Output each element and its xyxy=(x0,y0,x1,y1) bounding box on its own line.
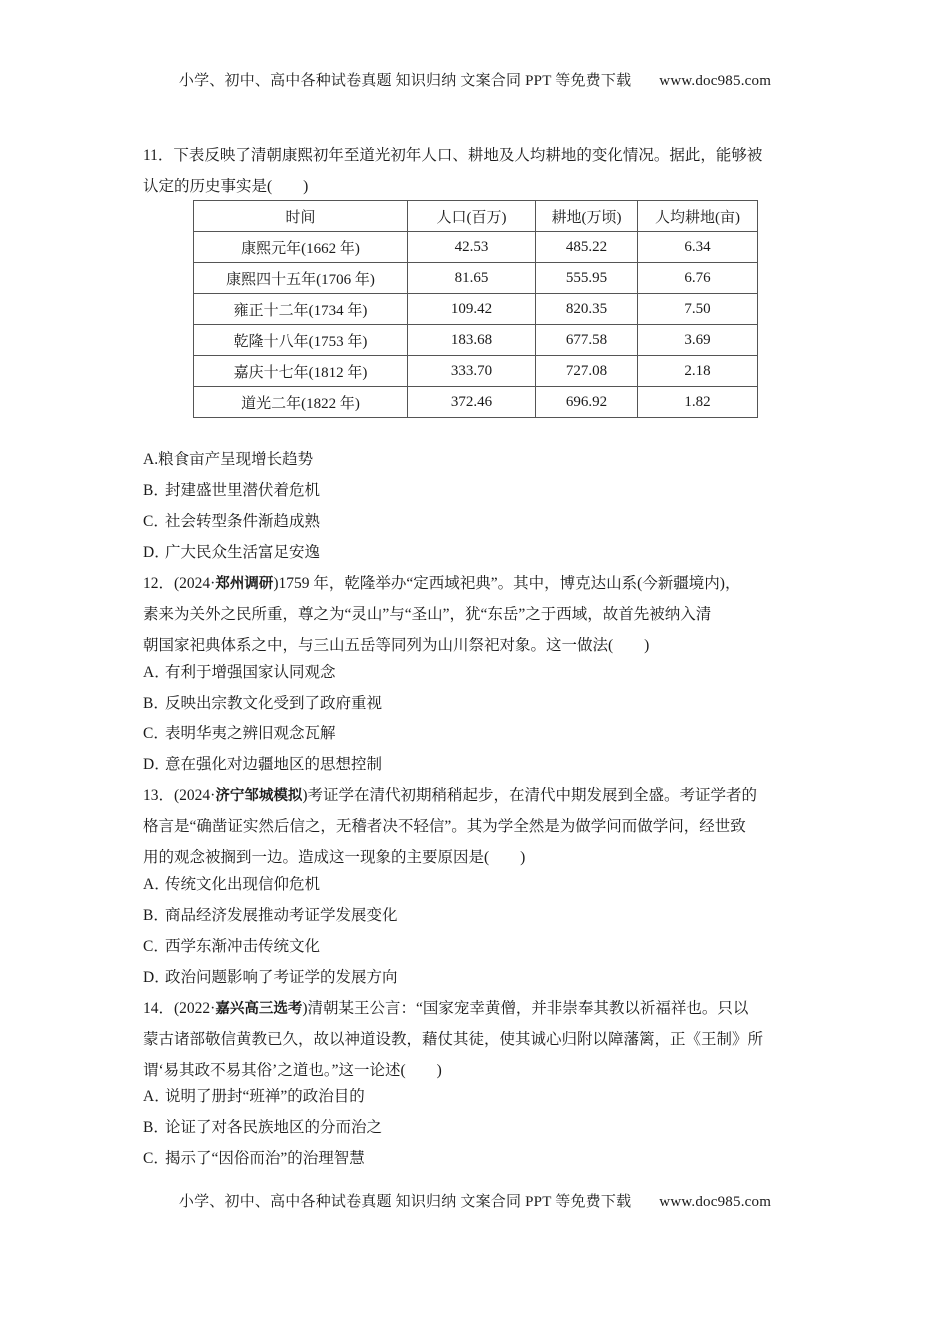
option-label: D． xyxy=(143,756,170,773)
option-label: A． xyxy=(143,664,170,681)
table-cell: 727.08 xyxy=(536,356,638,387)
option-text: 意在强化对边疆地区的思想控制 xyxy=(165,756,383,773)
option-text: 商品经济发展推动考证学发展变化 xyxy=(165,907,398,924)
stem-text: )考证学在清代初期稍稍起步，在清代中期发展到全盛。考证学者的 xyxy=(302,787,757,804)
table-cell: 696.92 xyxy=(536,387,638,418)
table-cell: 乾隆十八年(1753 年) xyxy=(194,325,408,356)
table-cell: 嘉庆十七年(1812 年) xyxy=(194,356,408,387)
q14-option-b xyxy=(143,1112,382,1143)
table-header-cell: 时间 xyxy=(194,201,408,232)
page-header xyxy=(0,69,950,90)
q13-option-b xyxy=(143,900,398,931)
q11-option-d xyxy=(143,537,320,568)
question-11-stem xyxy=(143,140,811,202)
option-text: 说明了册封“班禅”的政治目的 xyxy=(165,1088,365,1105)
table-cell: 333.70 xyxy=(408,356,536,387)
q12-option-a xyxy=(143,657,336,688)
q14-stem-line3: 谓‘易其政不易其俗’之道也。”这一论述( ) xyxy=(143,1062,442,1079)
table-header-cell: 人均耕地(亩) xyxy=(638,201,758,232)
q13-stem-line3: 用的观念被搁到一边。造成这一现象的主要原因是( ) xyxy=(143,849,526,866)
question-number: 14．(2022· xyxy=(143,1000,216,1017)
option-label: A． xyxy=(143,876,170,893)
option-label: A． xyxy=(143,1088,170,1105)
header-text: 小学、初中、高中各种试卷真题 知识归纳 文案合同 PPT 等免费下载 xyxy=(178,73,632,89)
option-text: 西学东渐冲击传统文化 xyxy=(165,938,321,955)
q12-stem-line2: 素来为关外之民所重，尊之为“灵山”与“圣山”，犹“东岳”之于西域，故首先被纳入清 xyxy=(143,606,712,623)
q13-option-a xyxy=(143,869,320,900)
table-row xyxy=(194,232,758,263)
q13-option-d xyxy=(143,962,398,993)
option-text: 表明华夷之辨旧观念瓦解 xyxy=(165,725,336,742)
option-label: C． xyxy=(143,725,169,742)
option-text: 社会转型条件渐趋成熟 xyxy=(165,513,321,530)
option-label: D． xyxy=(143,969,170,986)
table-header-row xyxy=(194,201,758,232)
question-source: 嘉兴高三选考 xyxy=(215,1001,303,1017)
q12-stem-line1 xyxy=(143,568,811,599)
question-source: 济宁邹城模拟 xyxy=(215,788,303,804)
table-header-cell: 耕地(万顷) xyxy=(536,201,638,232)
table-cell: 183.68 xyxy=(408,325,536,356)
table-cell: 485.22 xyxy=(536,232,638,263)
table-row xyxy=(194,263,758,294)
table-cell: 7.50 xyxy=(638,294,758,325)
question-12-stem xyxy=(143,568,811,661)
option-text: 论证了对各民族地区的分而治之 xyxy=(165,1119,383,1136)
option-label: D． xyxy=(143,544,170,561)
q14-stem-line1 xyxy=(143,993,811,1024)
table-cell: 109.42 xyxy=(408,294,536,325)
option-text: 广大民众生活富足安逸 xyxy=(165,544,321,561)
option-text: 有利于增强国家认同观念 xyxy=(165,664,336,681)
table-cell: 42.53 xyxy=(408,232,536,263)
table-cell: 雍正十二年(1734 年) xyxy=(194,294,408,325)
header-url: www.doc985.com xyxy=(659,73,772,89)
q13-stem-line2: 格言是“确凿证实然后信之，无稽者决不轻信”。其为学全然是为做学问而做学问，经世致 xyxy=(143,818,746,835)
table-cell: 372.46 xyxy=(408,387,536,418)
q14-option-a xyxy=(143,1081,365,1112)
option-text: 反映出宗教文化受到了政府重视 xyxy=(165,695,383,712)
table-cell: 6.76 xyxy=(638,263,758,294)
table-cell: 3.69 xyxy=(638,325,758,356)
option-label: C． xyxy=(143,938,169,955)
option-text: 揭示了“因俗而治”的治理智慧 xyxy=(165,1150,365,1167)
option-label: B． xyxy=(143,482,169,499)
table-cell: 康熙四十五年(1706 年) xyxy=(194,263,408,294)
table-cell: 555.95 xyxy=(536,263,638,294)
table-cell: 康熙元年(1662 年) xyxy=(194,232,408,263)
option-text: 政治问题影响了考证学的发展方向 xyxy=(165,969,398,986)
question-13-stem xyxy=(143,780,811,873)
option-label: B． xyxy=(143,695,169,712)
q11-stem-line1: 11．下表反映了清朝康熙初年至道光初年人口、耕地及人均耕地的变化情况。据此，能够被 xyxy=(143,147,763,164)
stem-text: )清朝某王公言：“国家宠幸黄僧，并非崇奉其教以祈福祥也。只以 xyxy=(302,1000,749,1017)
q14-stem-line2: 蒙古诸部敬信黄教已久，故以神道设教，藉仗其徒，使其诚心归附以障藩篱，正《王制》所 xyxy=(143,1031,764,1048)
option-label: B． xyxy=(143,1119,169,1136)
q11-option-b xyxy=(143,475,320,506)
question-14-stem xyxy=(143,993,811,1086)
q13-stem-line1 xyxy=(143,780,811,811)
table-row xyxy=(194,387,758,418)
population-farmland-table xyxy=(193,200,758,418)
option-label: A. xyxy=(143,451,159,468)
q12-stem-line3: 朝国家祀典体系之中，与三山五岳等同列为山川祭祀对象。这一做法( ) xyxy=(143,637,650,654)
q14-option-c xyxy=(143,1143,365,1174)
table-cell: 6.34 xyxy=(638,232,758,263)
q12-option-d xyxy=(143,749,382,780)
question-number: 12．(2024· xyxy=(143,575,216,592)
option-label: C． xyxy=(143,1150,169,1167)
option-label: C． xyxy=(143,513,169,530)
table-row xyxy=(194,356,758,387)
table-row xyxy=(194,294,758,325)
table-row xyxy=(194,325,758,356)
question-source: 郑州调研 xyxy=(215,576,274,592)
question-number: 13．(2024· xyxy=(143,787,216,804)
option-text: 封建盛世里潜伏着危机 xyxy=(165,482,321,499)
page-footer xyxy=(0,1190,950,1211)
table-cell: 2.18 xyxy=(638,356,758,387)
stem-text: )1759 年，乾隆举办“定西域祀典”。其中，博克达山系(今新疆境内)， xyxy=(273,575,741,592)
q13-option-c xyxy=(143,931,320,962)
option-label: B． xyxy=(143,907,169,924)
footer-url: www.doc985.com xyxy=(659,1194,772,1210)
option-text: 粮食亩产呈现增长趋势 xyxy=(158,451,314,468)
table-cell: 81.65 xyxy=(408,263,536,294)
table-cell: 道光二年(1822 年) xyxy=(194,387,408,418)
q11-stem-line2: 认定的历史事实是( ) xyxy=(143,178,309,195)
q12-option-b xyxy=(143,688,382,719)
table-cell: 820.35 xyxy=(536,294,638,325)
table-header-cell: 人口(百万) xyxy=(408,201,536,232)
q11-option-a xyxy=(143,444,313,475)
option-text: 传统文化出现信仰危机 xyxy=(165,876,321,893)
q11-option-c xyxy=(143,506,320,537)
table-cell: 1.82 xyxy=(638,387,758,418)
footer-text: 小学、初中、高中各种试卷真题 知识归纳 文案合同 PPT 等免费下载 xyxy=(178,1194,632,1210)
q12-option-c xyxy=(143,718,336,749)
table-cell: 677.58 xyxy=(536,325,638,356)
